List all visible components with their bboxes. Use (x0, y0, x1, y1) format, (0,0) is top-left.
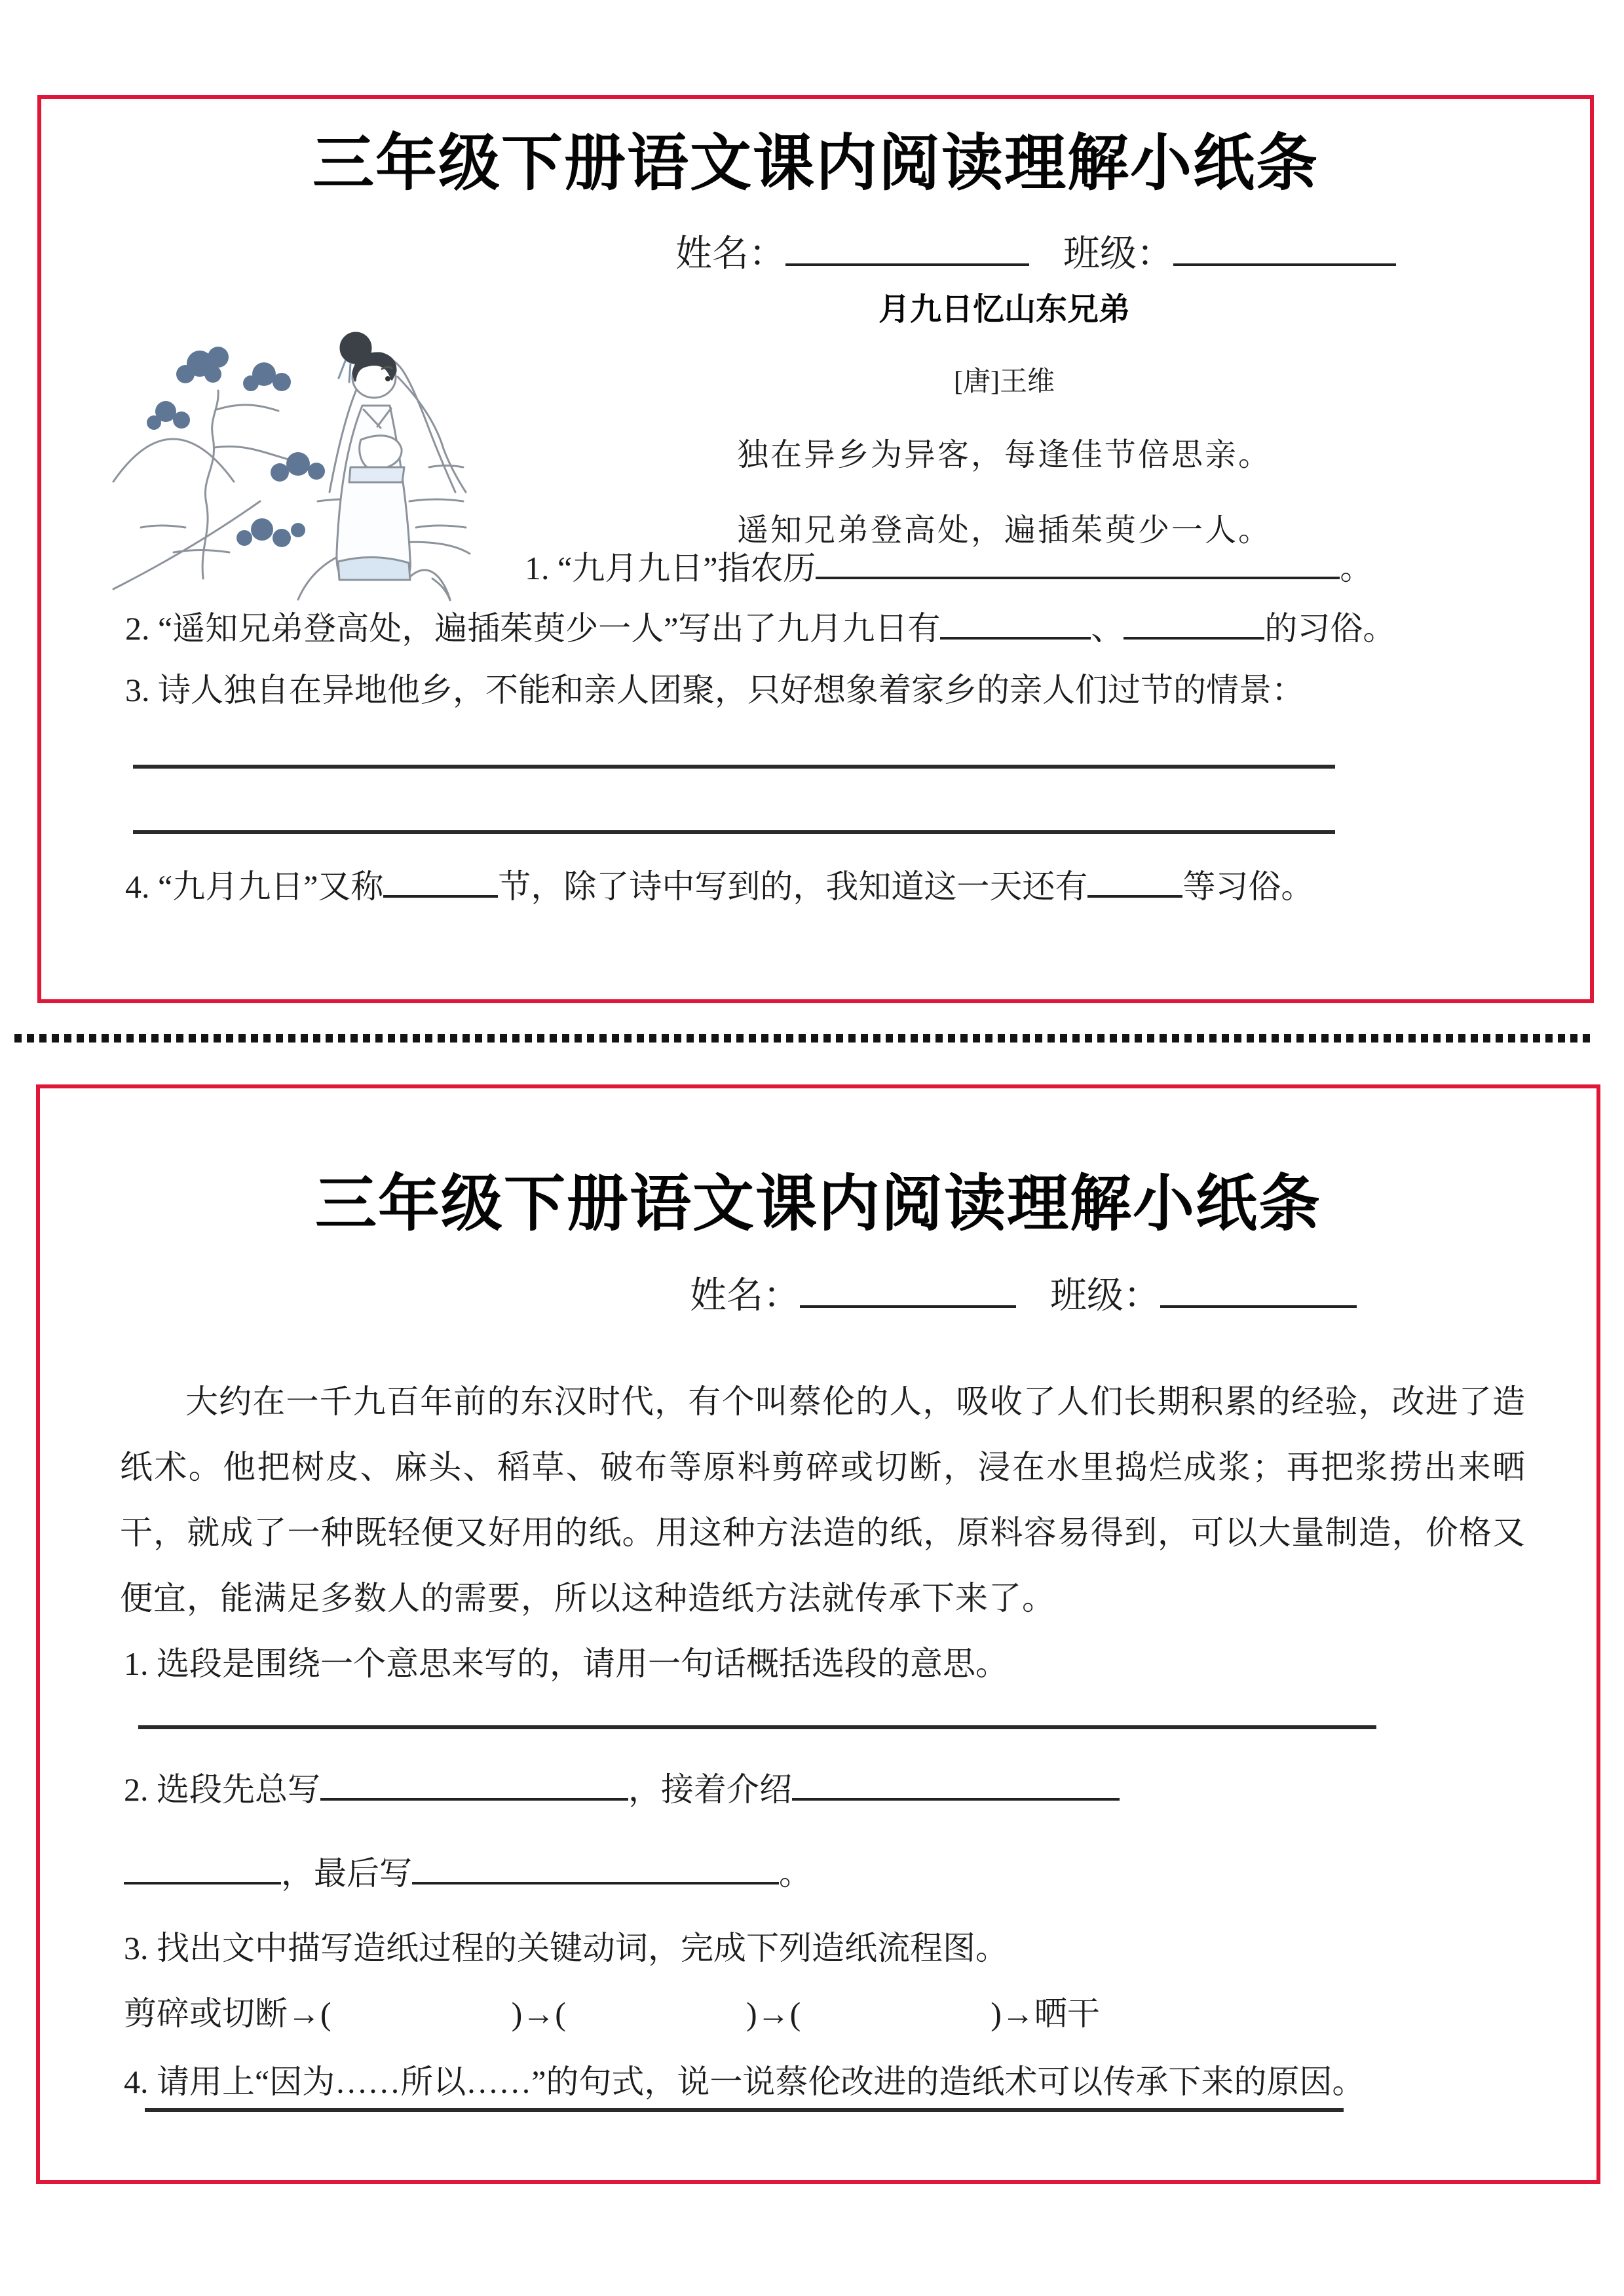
answer-line (145, 2108, 1344, 2112)
pine-tree-icon (147, 347, 325, 579)
question-3 (124, 1922, 1008, 1969)
scene-illustration (102, 271, 485, 602)
question-4 (124, 2056, 1365, 2103)
class-blank-line (1160, 1271, 1357, 1308)
answer-blank (124, 1851, 281, 1885)
flow-start: 剪碎或切断→( (124, 1995, 331, 2032)
name-label: 姓名： (690, 1276, 800, 1316)
hem (338, 557, 410, 580)
question-1-period: 。 (1340, 550, 1373, 586)
name-blank-line (800, 1271, 1016, 1308)
question-1-text: 1. “九月九日”指农历 (525, 550, 816, 586)
ground-cliff-icon (113, 501, 470, 600)
eye (385, 376, 390, 381)
answer-blank (1087, 864, 1182, 898)
name-label: 姓名： (675, 234, 785, 275)
question-2 (125, 602, 1395, 649)
page-title: 三年级下册语文课内阅读理解小纸条 (312, 128, 1319, 197)
question-4 (125, 860, 1313, 908)
poem-block (447, 284, 1561, 550)
question-2-text: 2. 选段先总写 (124, 1771, 320, 1808)
reading-passage: 大约在一千九百年前的东汉时代，有个叫蔡伦的人，吸收了人们长期积累的经验，改进了造纸术。他把树皮、麻头、稻草、破布等原料剪碎或切断，浸在水里捣烂成浆；再把浆捞出来晒干，就成了一种既轻便又好用的纸。用这种方法造的纸，原料容易得到，可以大量制造，价格又便宜，能满足多数人的需要，所以这种造纸方法就传承下来了。 (120, 1383, 1526, 1617)
class-label: 班级： (1050, 1276, 1160, 1316)
class-label: 班级： (1063, 234, 1173, 275)
question-2-suffix: 的习俗。 (1264, 610, 1396, 647)
question-3-text: 3. 诗人独自在异地他乡，不能和亲人团聚，只好想象着家乡的亲人们过节的情景： (125, 672, 1304, 708)
question-2-separator: 、 (1091, 610, 1124, 647)
answer-blank (1124, 606, 1264, 640)
robe (337, 406, 411, 580)
answer-blank (383, 864, 498, 898)
poem-line-1: 独在异乡为异客，每逢佳节倍思亲。 (736, 438, 1272, 472)
flow-separator: )→( (746, 1995, 801, 2032)
answer-blank (320, 1767, 628, 1801)
question-2-period: 。 (779, 1855, 812, 1892)
flow-separator: )→( (511, 1995, 566, 2032)
name-class-row (690, 1267, 1357, 1319)
flow-end: )→晒干 (991, 1995, 1100, 2032)
question-1 (124, 1637, 1008, 1685)
sleeve (360, 436, 402, 469)
page-title: 三年级下册语文课内阅读理解小纸条 (314, 1169, 1321, 1238)
answer-blank (816, 546, 1340, 580)
question-3-text: 3. 找出文中描写造纸过程的关键动词，完成下列造纸流程图。 (124, 1930, 1008, 1966)
answer-line (133, 765, 1335, 769)
question-2-line-1 (124, 1763, 1120, 1810)
poem-author: [唐]王维 (954, 367, 1055, 397)
name-class-row (675, 225, 1396, 277)
answer-blank (792, 1767, 1120, 1801)
dotted-cut-line (14, 1034, 1591, 1043)
water-ripples-icon (141, 466, 466, 553)
question-3 (125, 664, 1304, 711)
poem-title: 月九日忆山东兄弟 (878, 292, 1130, 327)
answer-blank (412, 1851, 779, 1885)
papermaking-flow-chart (124, 1987, 1100, 2035)
answer-line (138, 1725, 1376, 1729)
question-2-mid2: ，最后写 (281, 1855, 412, 1892)
question-2-mid1: ，接着介绍 (628, 1771, 792, 1808)
class-blank-line (1173, 229, 1396, 266)
poem-line-2: 遥知兄弟登高处，遍插茱萸少一人。 (736, 513, 1272, 548)
question-1 (525, 542, 1372, 589)
answer-blank (940, 606, 1091, 640)
question-4-suffix: 等习俗。 (1182, 868, 1314, 905)
question-1-text: 1. 选段是围绕一个意思来写的，请用一句话概括选段的意思。 (124, 1645, 1008, 1682)
name-blank-line (785, 229, 1029, 266)
question-2-text: 2. “遥知兄弟登高处，遍插茱萸少一人”写出了九月九日有 (125, 610, 941, 647)
worksheet-slip-top (37, 95, 1594, 1003)
question-4-text: 4. “九月九日”又称 (125, 868, 384, 905)
question-2-line-2 (124, 1847, 812, 1894)
answer-line (133, 830, 1335, 834)
worksheet-slip-bottom (36, 1084, 1600, 2184)
sash (349, 467, 404, 482)
question-4-text: 4. 请用上“因为……所以……”的句式，说一说蔡伦改进的造纸术可以传承下来的原因。 (124, 2063, 1365, 2100)
question-4-mid: 节，除了诗中写到的，我知道这一天还有 (498, 868, 1088, 905)
figure-child (337, 333, 411, 580)
